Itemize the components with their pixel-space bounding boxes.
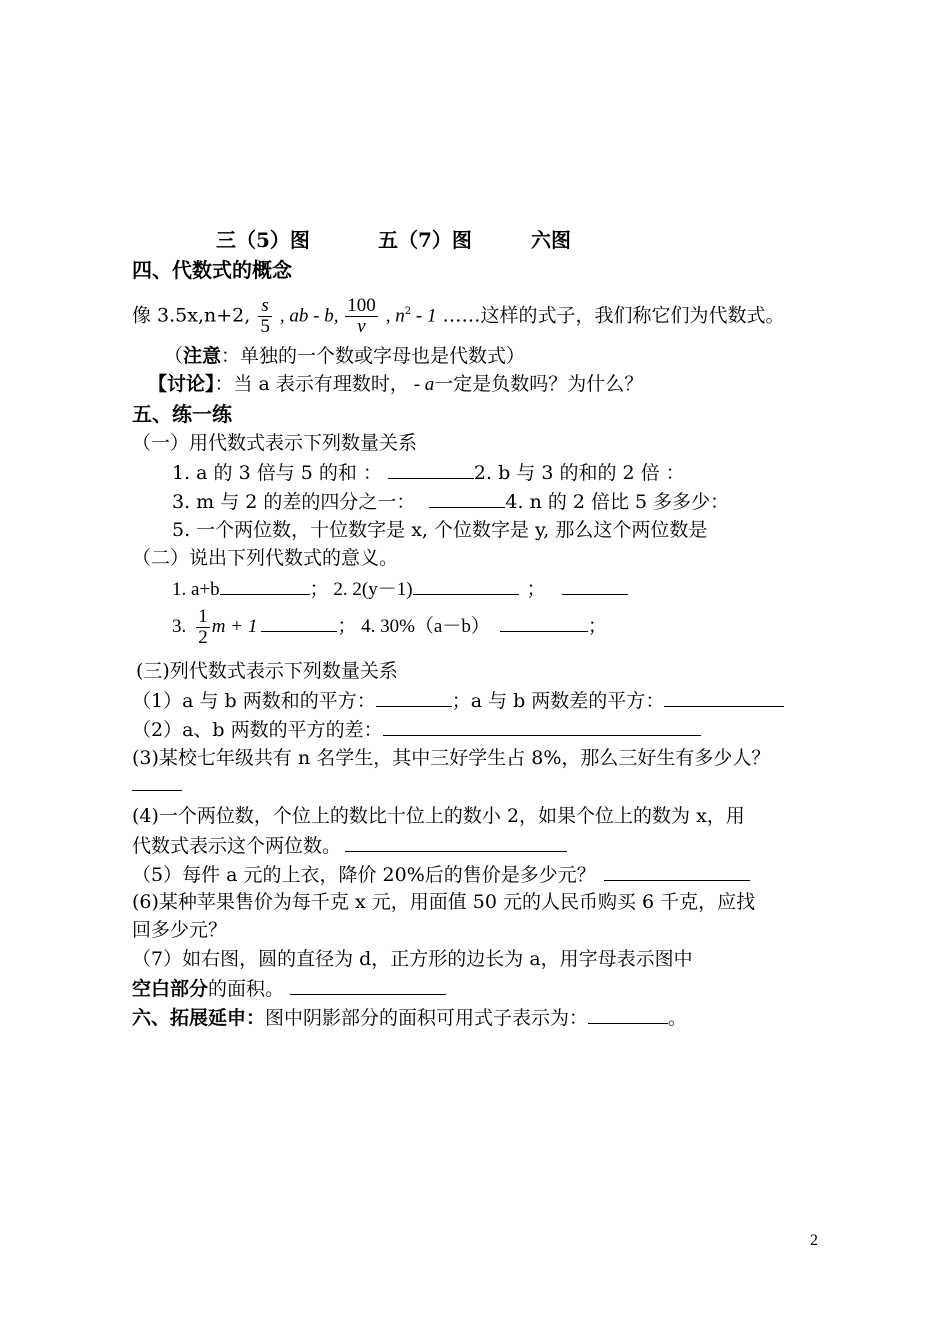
answer-blank-1-1[interactable] <box>388 460 474 479</box>
question-1-3: 3. m 与 2 的差的四分之一： <box>172 491 416 513</box>
question-3-1a: （1）a 与 b 两数和的平方： <box>132 690 376 712</box>
answer-blank-3-3[interactable] <box>132 772 182 791</box>
expr-minus-one: - 1 <box>411 305 437 327</box>
discussion-line <box>148 372 643 397</box>
algebraic-expression-examples <box>132 292 785 337</box>
answer-blank-3-7[interactable] <box>290 976 446 995</box>
fraction-one-half <box>196 607 210 648</box>
answer-blank-2-4[interactable] <box>500 613 588 632</box>
discussion-text-2: 一定是负数吗？为什么？ <box>434 373 644 395</box>
section-6-line <box>132 1005 687 1030</box>
answer-blank-3-2[interactable] <box>383 717 701 736</box>
part-3-row-1 <box>132 688 784 713</box>
fraction-numerator: s <box>261 294 269 316</box>
separator-2-2: ； <box>526 578 546 600</box>
question-3-3: (3)某校七年级共有 n 名学生，其中三好学生占 8%，那么三好生有多少人？ <box>132 747 771 769</box>
figure-label-5-7: 五（7）图 <box>378 228 472 252</box>
answer-blank-3-5[interactable] <box>604 862 750 881</box>
note-open-paren: （ <box>164 345 184 367</box>
part-2-title: （二）说出下列代数式的意义。 <box>132 547 399 569</box>
question-3-6a: (6)某种苹果售价为每千克 x 元，用面值 50 元的人民币购买 6 千克，应找 <box>132 891 756 913</box>
expr-m-plus-1: m + 1 <box>211 616 258 637</box>
answer-blank-2-2[interactable] <box>413 576 519 595</box>
section-6-heading: 六、拓展延申： <box>132 1007 266 1029</box>
question-3-6b: 回多少元？ <box>132 919 228 941</box>
question-3-7b: 的面积。 <box>208 978 285 1000</box>
part-1-row-2 <box>172 489 729 514</box>
fraction-numerator: 100 <box>347 294 376 316</box>
expr-n-exponent: 2 <box>404 306 412 317</box>
question-2-4: ； 4. 30%（a－b） <box>337 616 490 637</box>
answer-blank-6[interactable] <box>588 1005 668 1024</box>
question-3-7a: （7）如右图，圆的直径为 d，正方形的边长为 a，用字母表示图中 <box>132 948 693 970</box>
figure-label-3-5: 三（5）图 <box>216 228 310 252</box>
part-2-row-2 <box>172 606 607 648</box>
part-3-row-2 <box>132 717 701 742</box>
section-4-heading: 四、代数式的概念 <box>132 258 292 282</box>
question-3-4a: (4)一个两位数，个位上的数比十位上的数小 2，如果个位上的数为 x，用 <box>132 805 745 827</box>
discussion-neg-a: - a <box>408 374 435 395</box>
examples-suffix: ……这样的式子，我们称它们为代数式。 <box>442 304 785 327</box>
answer-blank-3-1a[interactable] <box>376 688 452 707</box>
question-2-1: 1. a+b <box>172 579 220 600</box>
question-3-5: （5）每件 a 元的上衣，降价 20%后的售价是多少元？ <box>132 864 596 886</box>
answer-blank-2-1[interactable] <box>220 576 310 595</box>
answer-blank-1-3[interactable] <box>429 489 505 508</box>
expr-ab-minus-b: , ab - b, <box>279 305 344 327</box>
fraction-s-over-5 <box>258 296 272 337</box>
expr-n-term: , n <box>385 305 405 327</box>
question-3-7b-emphasis: 空白部分 <box>132 978 209 1000</box>
fraction-numerator: 1 <box>198 605 208 627</box>
part-3-row-4b <box>132 833 567 858</box>
section-6-text: 图中阴影部分的面积可用式子表示为： <box>265 1007 589 1029</box>
fraction-denominator: v <box>345 316 378 337</box>
question-2-2: ； 2. 2(y－1) <box>309 579 413 600</box>
question-1-1: 1. a 的 3 倍与 5 的和 ： <box>172 462 382 484</box>
page-number: 2 <box>810 1232 818 1249</box>
note-text: ：单独的一个数或字母也是代数式） <box>221 345 526 367</box>
part-2-row-1 <box>172 576 628 602</box>
question-3-4b: 代数式表示这个两位数。 <box>132 835 342 857</box>
section-6-end: 。 <box>668 1007 688 1029</box>
question-3-2: （2）a、b 两数的平方的差： <box>132 719 383 741</box>
question-2-3-number: 3. <box>172 616 187 637</box>
part-3-row-7b <box>132 976 446 1001</box>
examples-prefix: 像 3.5x,n+2, <box>132 304 257 327</box>
part-3-row-5 <box>132 862 750 887</box>
answer-blank-2-extra[interactable] <box>562 576 628 595</box>
answer-blank-2-3[interactable] <box>261 613 337 632</box>
fraction-denominator: 2 <box>198 626 208 648</box>
part-1-title: （一）用代数式表示下列数量关系 <box>132 432 418 454</box>
answer-blank-3-4[interactable] <box>345 833 567 852</box>
part-1-row-1 <box>172 460 685 485</box>
discussion-text-1: ：当 a 表示有理数时， <box>214 373 409 395</box>
section-5-heading: 五、练一练 <box>132 402 232 426</box>
note-line <box>164 344 525 368</box>
part-3-title: (三)列代数式表示下列数量关系 <box>136 660 398 682</box>
question-1-5: 5. 一个两位数，十位数字是 x, 个位数字是 y, 那么这个两位数是 <box>172 519 708 541</box>
part-3-row-3-blank <box>132 772 182 797</box>
question-3-1b: ；a 与 b 两数差的平方： <box>451 690 665 712</box>
answer-blank-3-1b[interactable] <box>664 688 784 707</box>
question-1-2: 2. b 与 3 的和的 2 倍 ： <box>473 462 685 484</box>
fraction-100-over-v <box>345 296 378 337</box>
fraction-denominator: 5 <box>260 315 270 337</box>
note-label: 注意 <box>183 345 222 367</box>
question-1-4: 4. n 的 2 倍比 5 多多少： <box>505 491 730 513</box>
discussion-label: 【讨论】 <box>148 373 215 395</box>
question-2-4-end: ； <box>587 615 607 637</box>
figure-label-6: 六图 <box>531 228 571 252</box>
